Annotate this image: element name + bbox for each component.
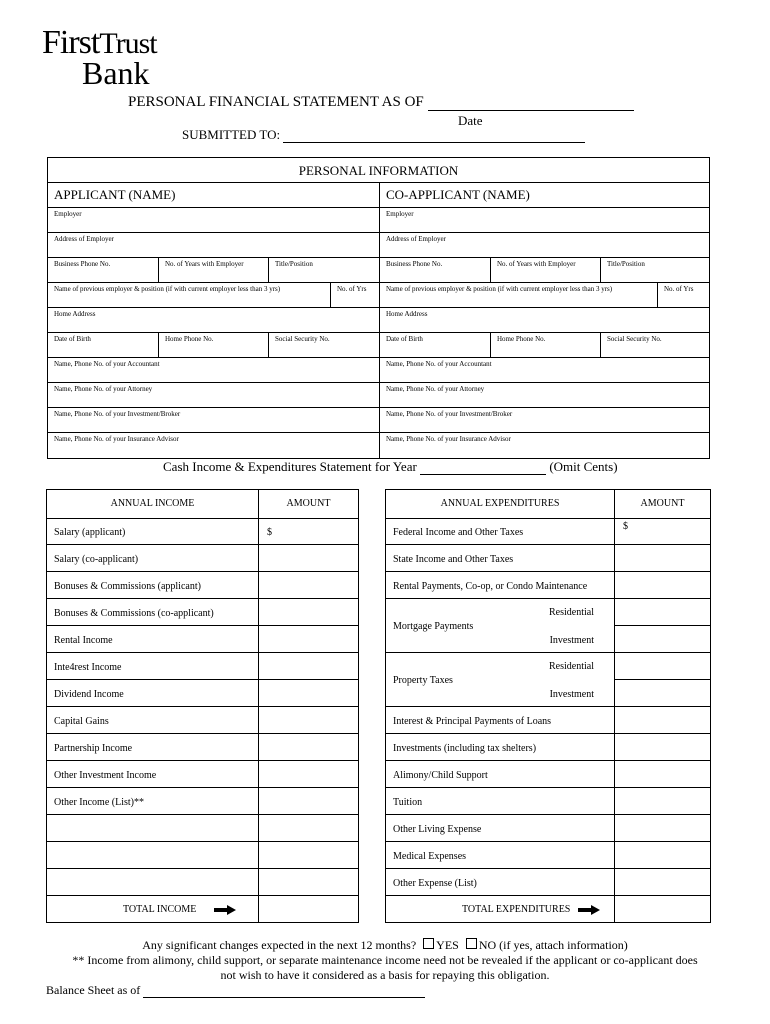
yes-label: YES [436, 938, 459, 952]
statement-year-field[interactable] [420, 462, 546, 475]
income-header-row [47, 490, 358, 519]
federal-taxes-label: Federal Income and Other Taxes [393, 527, 524, 538]
expense-amount-cell[interactable] [615, 599, 710, 626]
expenditures-amount-header: AMOUNT [614, 490, 710, 518]
prev-employer-label: Name of previous employer & position (if with current employer less than 3 yrs) [386, 285, 613, 293]
expense-row [386, 734, 614, 761]
income-row-label: Bonuses & Commissions (applicant) [54, 581, 201, 592]
logo-trust: Trust [99, 27, 157, 60]
income-amount-cell[interactable] [259, 788, 358, 815]
coapplicant-home-phone-field[interactable] [490, 332, 601, 357]
total-income-label [123, 904, 236, 915]
income-row [47, 734, 258, 761]
income-row [47, 572, 258, 599]
income-row [47, 788, 258, 815]
coapplicant-dob-row [380, 332, 709, 358]
applicant-attorney-field[interactable] [48, 382, 379, 408]
expense-row [386, 815, 614, 842]
other-expense-label: Other Expense (List) [393, 878, 477, 889]
income-row [47, 707, 258, 734]
yes-checkbox[interactable] [423, 938, 434, 949]
expense-total-row [386, 896, 614, 922]
income-row-label: Other Investment Income [54, 770, 157, 781]
tuition-label: Tuition [393, 797, 423, 808]
expense-amount-cell[interactable] [615, 518, 710, 545]
expense-amount-cell[interactable] [615, 545, 710, 572]
income-row-label: Rental Income [54, 635, 113, 646]
income-amount-cell[interactable] [259, 626, 358, 653]
expense-row [386, 788, 614, 815]
coapplicant-column [380, 182, 709, 458]
expenditures-header-row [386, 490, 710, 519]
home-phone-label: Home Phone No. [497, 335, 546, 343]
income-row [47, 545, 258, 572]
coapplicant-prev-employer-field[interactable] [380, 282, 657, 307]
omit-cents-label: (Omit Cents) [549, 459, 618, 474]
expense-row [386, 707, 614, 734]
income-amount-cell[interactable] [259, 842, 358, 869]
income-other-row[interactable] [47, 869, 258, 896]
title-position-label: Title/Position [607, 260, 645, 268]
applicant-home-phone-field[interactable] [158, 332, 269, 357]
applicant-ssn-field[interactable] [268, 332, 379, 357]
interest-principal-label: Interest & Principal Payments of Loans [393, 716, 552, 727]
applicant-prev-employer-field[interactable] [48, 282, 330, 307]
coapplicant-dob-field[interactable] [380, 332, 490, 357]
dob-label: Date of Birth [54, 335, 91, 343]
address-employer-label: Address of Employer [386, 235, 446, 243]
applicant-title-field[interactable] [268, 257, 379, 282]
mortgage-investment-label: Investment [549, 635, 594, 646]
applicant-dob-row [48, 332, 379, 358]
logo-bank: Bank [82, 54, 150, 91]
mortgage-residential-label: Residential [549, 607, 594, 618]
applicant-home-address-field[interactable] [48, 307, 379, 333]
no-yrs-label: No. of Yrs [664, 285, 694, 293]
coapplicant-years-field[interactable] [490, 257, 601, 282]
business-phone-label: Business Phone No. [54, 260, 111, 268]
expense-amount-cell[interactable] [615, 626, 710, 653]
mortgage-payments-label: Mortgage Payments [393, 621, 474, 632]
applicant-years-field[interactable] [158, 257, 269, 282]
coapplicant-broker-field[interactable] [380, 407, 709, 433]
date-label: Date [458, 113, 483, 128]
employer-label: Employer [54, 210, 82, 218]
expense-amount-cell[interactable] [615, 734, 710, 761]
employer-label: Employer [386, 210, 414, 218]
applicant-employer-field[interactable] [48, 207, 379, 233]
income-amount-cell[interactable] [259, 572, 358, 599]
coapplicant-title-field[interactable] [600, 257, 709, 282]
ssn-label: Social Security No. [607, 335, 662, 343]
coapplicant-prev-row [380, 282, 709, 308]
accountant-label: Name, Phone No. of your Accountant [54, 360, 160, 368]
title-text: PERSONAL FINANCIAL STATEMENT AS OF [128, 94, 424, 110]
applicant-broker-field[interactable] [48, 407, 379, 433]
applicant-prev-yrs-field[interactable] [330, 282, 379, 307]
dollar-sign: $ [623, 521, 628, 532]
expense-row [386, 869, 614, 896]
applicant-insurance-field[interactable] [48, 432, 379, 458]
applicant-business-phone-field[interactable] [48, 257, 158, 282]
applicant-name-field[interactable] [48, 182, 379, 208]
accountant-label: Name, Phone No. of your Accountant [386, 360, 492, 368]
business-phone-label: Business Phone No. [386, 260, 443, 268]
income-row-label: Capital Gains [54, 716, 109, 727]
balance-sheet-date-field[interactable] [143, 985, 425, 998]
coapplicant-prev-yrs-field[interactable] [657, 282, 709, 307]
submitted-to-field[interactable] [283, 130, 585, 143]
bank-logo [42, 24, 157, 91]
expense-row [386, 545, 614, 572]
income-amount-cell[interactable] [259, 653, 358, 680]
expense-amount-cell[interactable] [615, 653, 710, 680]
income-amount-cell[interactable] [259, 599, 358, 626]
income-amount-cell[interactable] [259, 734, 358, 761]
coapplicant-label: CO-APPLICANT (NAME) [386, 187, 530, 202]
coapplicant-accountant-field[interactable] [380, 357, 709, 383]
state-taxes-label: State Income and Other Taxes [393, 554, 514, 565]
arrow-right-icon [214, 905, 236, 915]
income-row-label: Inte4rest Income [54, 662, 122, 673]
balance-sheet-line [46, 983, 425, 998]
rental-payments-label: Rental Payments, Co-op, or Condo Maintenance [393, 581, 588, 592]
total-income-amount-cell[interactable] [259, 896, 358, 922]
balance-sheet-label: Balance Sheet as of [46, 983, 141, 997]
home-address-label: Home Address [386, 310, 428, 318]
annual-expenditures-table [385, 489, 711, 923]
coapplicant-attorney-field[interactable] [380, 382, 709, 408]
expense-amount-cell[interactable] [615, 572, 710, 599]
income-row [47, 599, 258, 626]
total-expenditures-amount-cell[interactable] [615, 896, 710, 922]
applicant-phone-row [48, 257, 379, 283]
expense-amount-cell[interactable] [615, 761, 710, 788]
attorney-label: Name, Phone No. of your Attorney [386, 385, 485, 393]
income-amount-cell[interactable] [259, 869, 358, 896]
mortgage-payments-row [386, 599, 614, 653]
property-investment-label: Investment [549, 689, 594, 700]
submitted-to [182, 127, 585, 143]
expense-row [386, 761, 614, 788]
home-phone-label: Home Phone No. [165, 335, 214, 343]
broker-label: Name, Phone No. of your Investment/Broker [54, 410, 181, 418]
prev-employer-label: Name of previous employer & position (if with current employer less than 3 yrs) [54, 285, 281, 293]
income-label-column [47, 518, 258, 922]
coapplicant-insurance-field[interactable] [380, 432, 709, 458]
investments-label: Investments (including tax shelters) [393, 743, 537, 754]
applicant-address-employer-field[interactable] [48, 232, 379, 258]
applicant-label: APPLICANT (NAME) [54, 187, 176, 202]
income-row [47, 518, 258, 545]
cash-statement-heading [163, 459, 618, 475]
title-position-label: Title/Position [275, 260, 313, 268]
no-yrs-label: No. of Yrs [337, 285, 367, 293]
expenditures-header: ANNUAL EXPENDITURES [440, 498, 560, 509]
income-row [47, 761, 258, 788]
broker-label: Name, Phone No. of your Investment/Broker [386, 410, 513, 418]
income-row-label: Other Income (List)** [54, 797, 144, 808]
coapplicant-business-phone-field[interactable] [380, 257, 490, 282]
other-living-label: Other Living Expense [393, 824, 482, 835]
income-row-label: Salary (applicant) [54, 527, 126, 538]
personal-information-heading: PERSONAL INFORMATION [48, 158, 709, 183]
property-taxes-label: Property Taxes [393, 675, 453, 686]
coapplicant-employer-field[interactable] [380, 207, 709, 233]
income-other-row[interactable] [47, 815, 258, 842]
alimony-label: Alimony/Child Support [393, 770, 488, 781]
income-amount-cell[interactable] [259, 545, 358, 572]
footnote-line-1: ** Income from alimony, child support, or separate maintenance income need not be revealed if the applicant or co-applicant does [72, 953, 698, 967]
cash-label: Cash Income & Expenditures Statement for Year [163, 459, 417, 474]
income-row-label: Dividend Income [54, 689, 124, 700]
expense-amount-cell[interactable] [615, 815, 710, 842]
no-checkbox[interactable] [466, 938, 477, 949]
income-row-label: Salary (co-applicant) [54, 554, 139, 565]
years-employer-label: No. of Years with Employer [497, 260, 576, 268]
income-row [47, 626, 258, 653]
property-taxes-row [386, 653, 614, 707]
arrow-right-icon [578, 905, 600, 915]
income-header: ANNUAL INCOME [110, 498, 195, 509]
personal-information-table [47, 157, 710, 459]
income-row-label: Bonuses & Commissions (co-applicant) [54, 608, 214, 619]
expenditures-amount-column [614, 518, 710, 922]
coapplicant-phone-row [380, 257, 709, 283]
home-address-label: Home Address [54, 310, 96, 318]
years-employer-label: No. of Years with Employer [165, 260, 244, 268]
dollar-sign: $ [267, 527, 272, 538]
ssn-label: Social Security No. [275, 335, 330, 343]
applicant-prev-row [48, 282, 379, 308]
income-amount-cell[interactable] [259, 707, 358, 734]
expense-row [386, 842, 614, 869]
submitted-label: SUBMITTED TO: [182, 127, 281, 142]
address-employer-label: Address of Employer [54, 235, 114, 243]
expense-amount-cell[interactable] [615, 788, 710, 815]
expense-amount-cell[interactable] [615, 842, 710, 869]
income-amount-cell[interactable] [259, 518, 358, 545]
total-income-text: TOTAL INCOME [123, 904, 197, 915]
income-row [47, 680, 258, 707]
income-amount-cell[interactable] [259, 761, 358, 788]
logo-first: First [42, 24, 100, 61]
coapplicant-ssn-field[interactable] [600, 332, 709, 357]
expense-amount-cell[interactable] [615, 869, 710, 896]
expense-row [386, 572, 614, 599]
dob-label: Date of Birth [386, 335, 423, 343]
statement-date-field[interactable] [428, 96, 634, 111]
changes-question-text: Any significant changes expected in the next 12 months? [142, 938, 417, 952]
coapplicant-name-field[interactable] [380, 182, 709, 208]
applicant-accountant-field[interactable] [48, 357, 379, 383]
expense-row [386, 518, 614, 545]
coapplicant-home-address-field[interactable] [380, 307, 709, 333]
income-total-row [47, 896, 258, 922]
page-title [128, 94, 634, 111]
applicant-dob-field[interactable] [48, 332, 158, 357]
insurance-label: Name, Phone No. of your Insurance Advisor [54, 435, 179, 443]
footnote-line-2: not wish to have it considered as a basis for repaying this obligation. [220, 968, 550, 982]
expense-amount-cell[interactable] [615, 707, 710, 734]
income-amount-header: AMOUNT [258, 490, 358, 518]
coapplicant-address-employer-field[interactable] [380, 232, 709, 258]
income-amount-cell[interactable] [259, 815, 358, 842]
medical-label: Medical Expenses [393, 851, 467, 862]
annual-income-table [46, 489, 359, 923]
changes-question [0, 938, 770, 953]
no-label: NO (if yes, attach information) [478, 938, 628, 952]
income-other-row[interactable] [47, 842, 258, 869]
income-row [47, 653, 258, 680]
total-expenditures-label [462, 904, 600, 915]
applicant-column [48, 182, 380, 458]
income-row-label: Partnership Income [54, 743, 133, 754]
income-amount-cell[interactable] [259, 680, 358, 707]
expenditures-label-column [386, 518, 614, 922]
expense-amount-cell[interactable] [615, 680, 710, 707]
income-amount-column [258, 518, 358, 922]
insurance-label: Name, Phone No. of your Insurance Advisor [386, 435, 511, 443]
property-residential-label: Residential [549, 661, 594, 672]
total-expenditures-text: TOTAL EXPENDITURES [462, 904, 571, 915]
attorney-label: Name, Phone No. of your Attorney [54, 385, 153, 393]
